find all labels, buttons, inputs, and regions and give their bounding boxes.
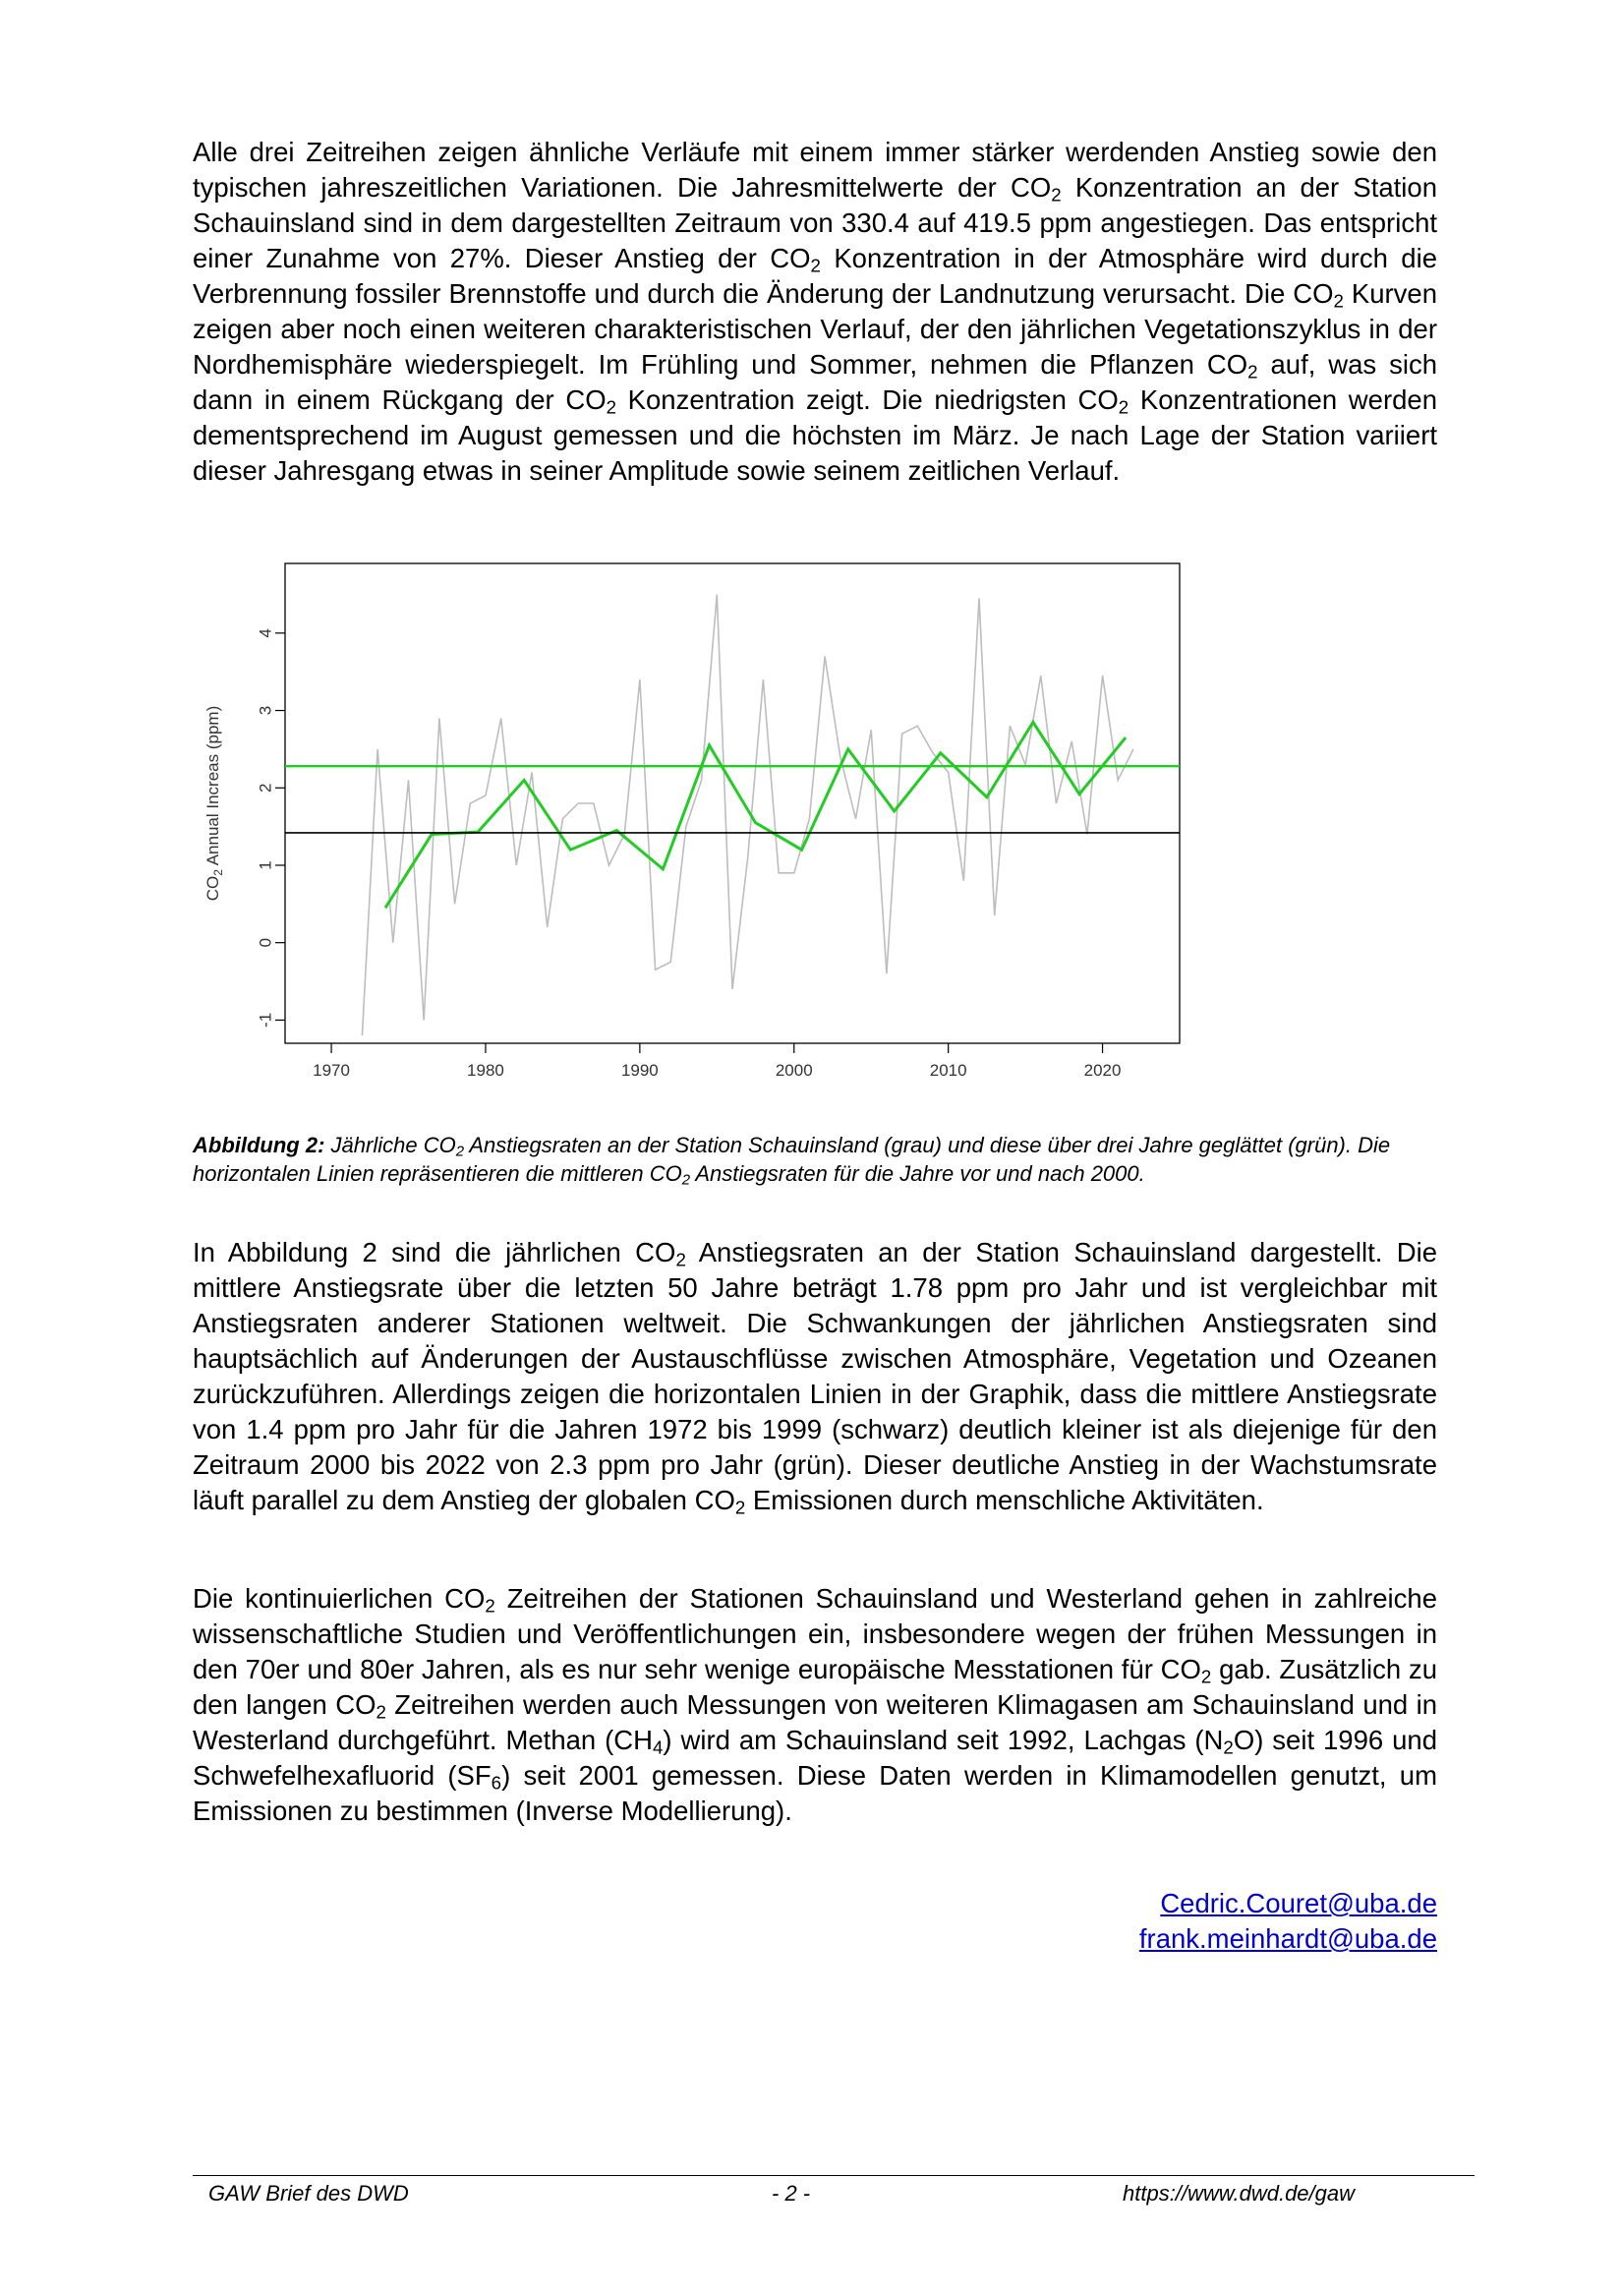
- y-tick-label: 0: [256, 937, 275, 948]
- contact-emails: [1139, 1886, 1437, 1957]
- analysis-paragraph: In Abbildung 2 sind die jährlichen $CO_2$ Anstiegsraten an der Station Schauinsland dargestellt. Die mittlere Anstiegsrate über die letzten 50 Jahre beträgt 1.78 ppm pro Jahr und ist vergleichbar mit Anstiegsraten anderer Stationen weltweit. Die Schwankungen der jährlichen Anstiegsraten sind hauptsächlich auf Änderungen der Austauschflüsse zwischen Atmosphäre, Vegetation und Ozeanen zurückzuführen. Allerdings zeigen die horizontalen Linien in der Graphik, dass die mittlere Anstiegsrate von 1.4 ppm pro Jahr für die Jahren 1972 bis 1999 (schwarz) deutlich kleiner ist als diejenige für den Zeitraum 2000 bis 2022 von 2.3 ppm pro Jahr (grün). Dieser deutliche Anstieg in der Wachstumsrate läuft parallel zu dem Anstieg der globalen $CO_2$ Emissionen durch menschliche Aktivitäten.: [193, 1237, 1438, 1518]
- y-tick-label: 3: [256, 705, 275, 716]
- email-link-couret[interactable]: Cedric.Couret@uba.de: [1160, 1888, 1437, 1918]
- figure-caption: [193, 1131, 1441, 1188]
- caption-text: Jährliche $CO_2$ Anstiegsraten an der Station Schauinsland (grau) und diese über drei Jahre geglättet (grün). Die horizontalen Linien repräsentieren die mittleren $CO_2$ Anstiegsraten für die Jahre vor und nach 2000.: [193, 1133, 1391, 1189]
- y-axis: [257, 628, 286, 1028]
- subscript: 2: [455, 1143, 465, 1160]
- x-tick-label: 2020: [1083, 1061, 1122, 1080]
- intro-paragraph: Alle drei Zeitreihen zeigen ähnliche Verläufe mit einem immer stärker werdenden Anstieg sowie den typischen jahreszeitlichen Variationen. Die Jahresmittelwerte der $CO_2$ Konzentration an der Station Schauinsland sind in dem dargestellten Zeitraum von 330.4 auf 419.5 ppm angestiegen. Das entspricht einer Zunahme von 27%. Dieser Anstieg der $CO_2$ Konzentration in der Atmosphäre wird durch die Verbrennung fossiler Brennstoffe und durch die Änderung der Landnutzung verursacht. Die $CO_2$ Kurven zeigen aber noch einen weiteren charakteristischen Verlauf, der den jährlichen Vegetationszyklus in der Nordhemisphäre wiederspiegelt. Im Frühling und Sommer, nehmen die Pflanzen $CO_2$ auf, was sich dann in einem Rückgang der $CO_2$ Konzentration zeigt. Die niedrigsten $CO_2$ Konzentrationen werden dementsprechend im August gemessen und die höchsten im März. Je nach Lage der Station variiert dieser Jahresgang etwas in seiner Amplitude sowie seinem zeitlichen Verlauf.: [193, 137, 1438, 486]
- x-tick-label: 1990: [620, 1061, 659, 1080]
- footer-divider: [193, 2175, 1475, 2176]
- y-tick-label: 1: [256, 860, 275, 870]
- subscript: 2: [1223, 1737, 1234, 1758]
- y-axis-label: $CO_2$ Annual Increas (ppm): [203, 705, 225, 902]
- annual-series-line: [362, 595, 1133, 1036]
- caption-label: Abbildung 2:: [193, 1133, 325, 1157]
- x-tick-label: 1970: [313, 1061, 350, 1080]
- subscript: 4: [653, 1737, 664, 1758]
- subscript: 6: [491, 1772, 502, 1794]
- subscript: 2: [1200, 1666, 1212, 1687]
- subscript: 2: [810, 255, 821, 276]
- subscript: 2: [675, 1249, 686, 1270]
- co2-increase-chart: [187, 551, 1229, 1101]
- subscript: 2: [376, 1701, 386, 1723]
- subscript: 2: [1333, 290, 1344, 312]
- x-tick-label: 1980: [467, 1061, 504, 1080]
- footer-left: GAW Brief des DWD: [208, 2181, 409, 2206]
- stations-paragraph: Die kontinuierlichen $CO_2$ Zeitreihen der Stationen Schauinsland und Westerland gehen in zahlreiche wissenschaftliche Studien und Veröffentlichungen ein, insbesondere wegen der frühen Messungen in den 70er und 80er Jahren, als es nur sehr wenige europäische Messtationen für $CO_2$ gab. Zusätzlich zu den langen $CO_2$ Zeitreihen werden auch Messungen von weiteren Klimagasen am Schauinsland und in Westerland durchgeführt. Methan $(CH_4)$ wird am Schauinsland seit 1992, Lachgas $(N_2O)$ seit 1996 und Schwefelhexafluorid $(SF_6)$ seit 2001 gemessen. Diese Daten werden in Klimamodellen genutzt, um Emissionen zu bestimmen (Inverse Modellierung).: [193, 1583, 1437, 1826]
- smoothed-series-line: [385, 722, 1126, 908]
- x-axis: [313, 1043, 1121, 1080]
- y-tick-label: 4: [256, 628, 275, 638]
- footer-url: https://www.dwd.de/gaw: [1123, 2181, 1356, 2206]
- subscript: 2: [681, 1171, 691, 1189]
- y-tick-label: -1: [256, 1012, 275, 1028]
- y-tick-label: 2: [256, 783, 275, 793]
- subscript: 2: [485, 1595, 495, 1617]
- email-link-meinhardt[interactable]: frank.meinhardt@uba.de: [1138, 1923, 1437, 1954]
- subscript: 2: [734, 1497, 746, 1518]
- subscript: 2: [1118, 396, 1129, 418]
- subscript: 2: [1051, 184, 1062, 206]
- subscript: 2: [606, 396, 617, 418]
- footer-page-number: - 2 -: [772, 2181, 811, 2206]
- x-tick-label: 2010: [929, 1061, 967, 1080]
- plot-content: [285, 595, 1180, 1036]
- x-tick-label: 2000: [775, 1061, 813, 1080]
- subscript: 2: [1247, 361, 1258, 383]
